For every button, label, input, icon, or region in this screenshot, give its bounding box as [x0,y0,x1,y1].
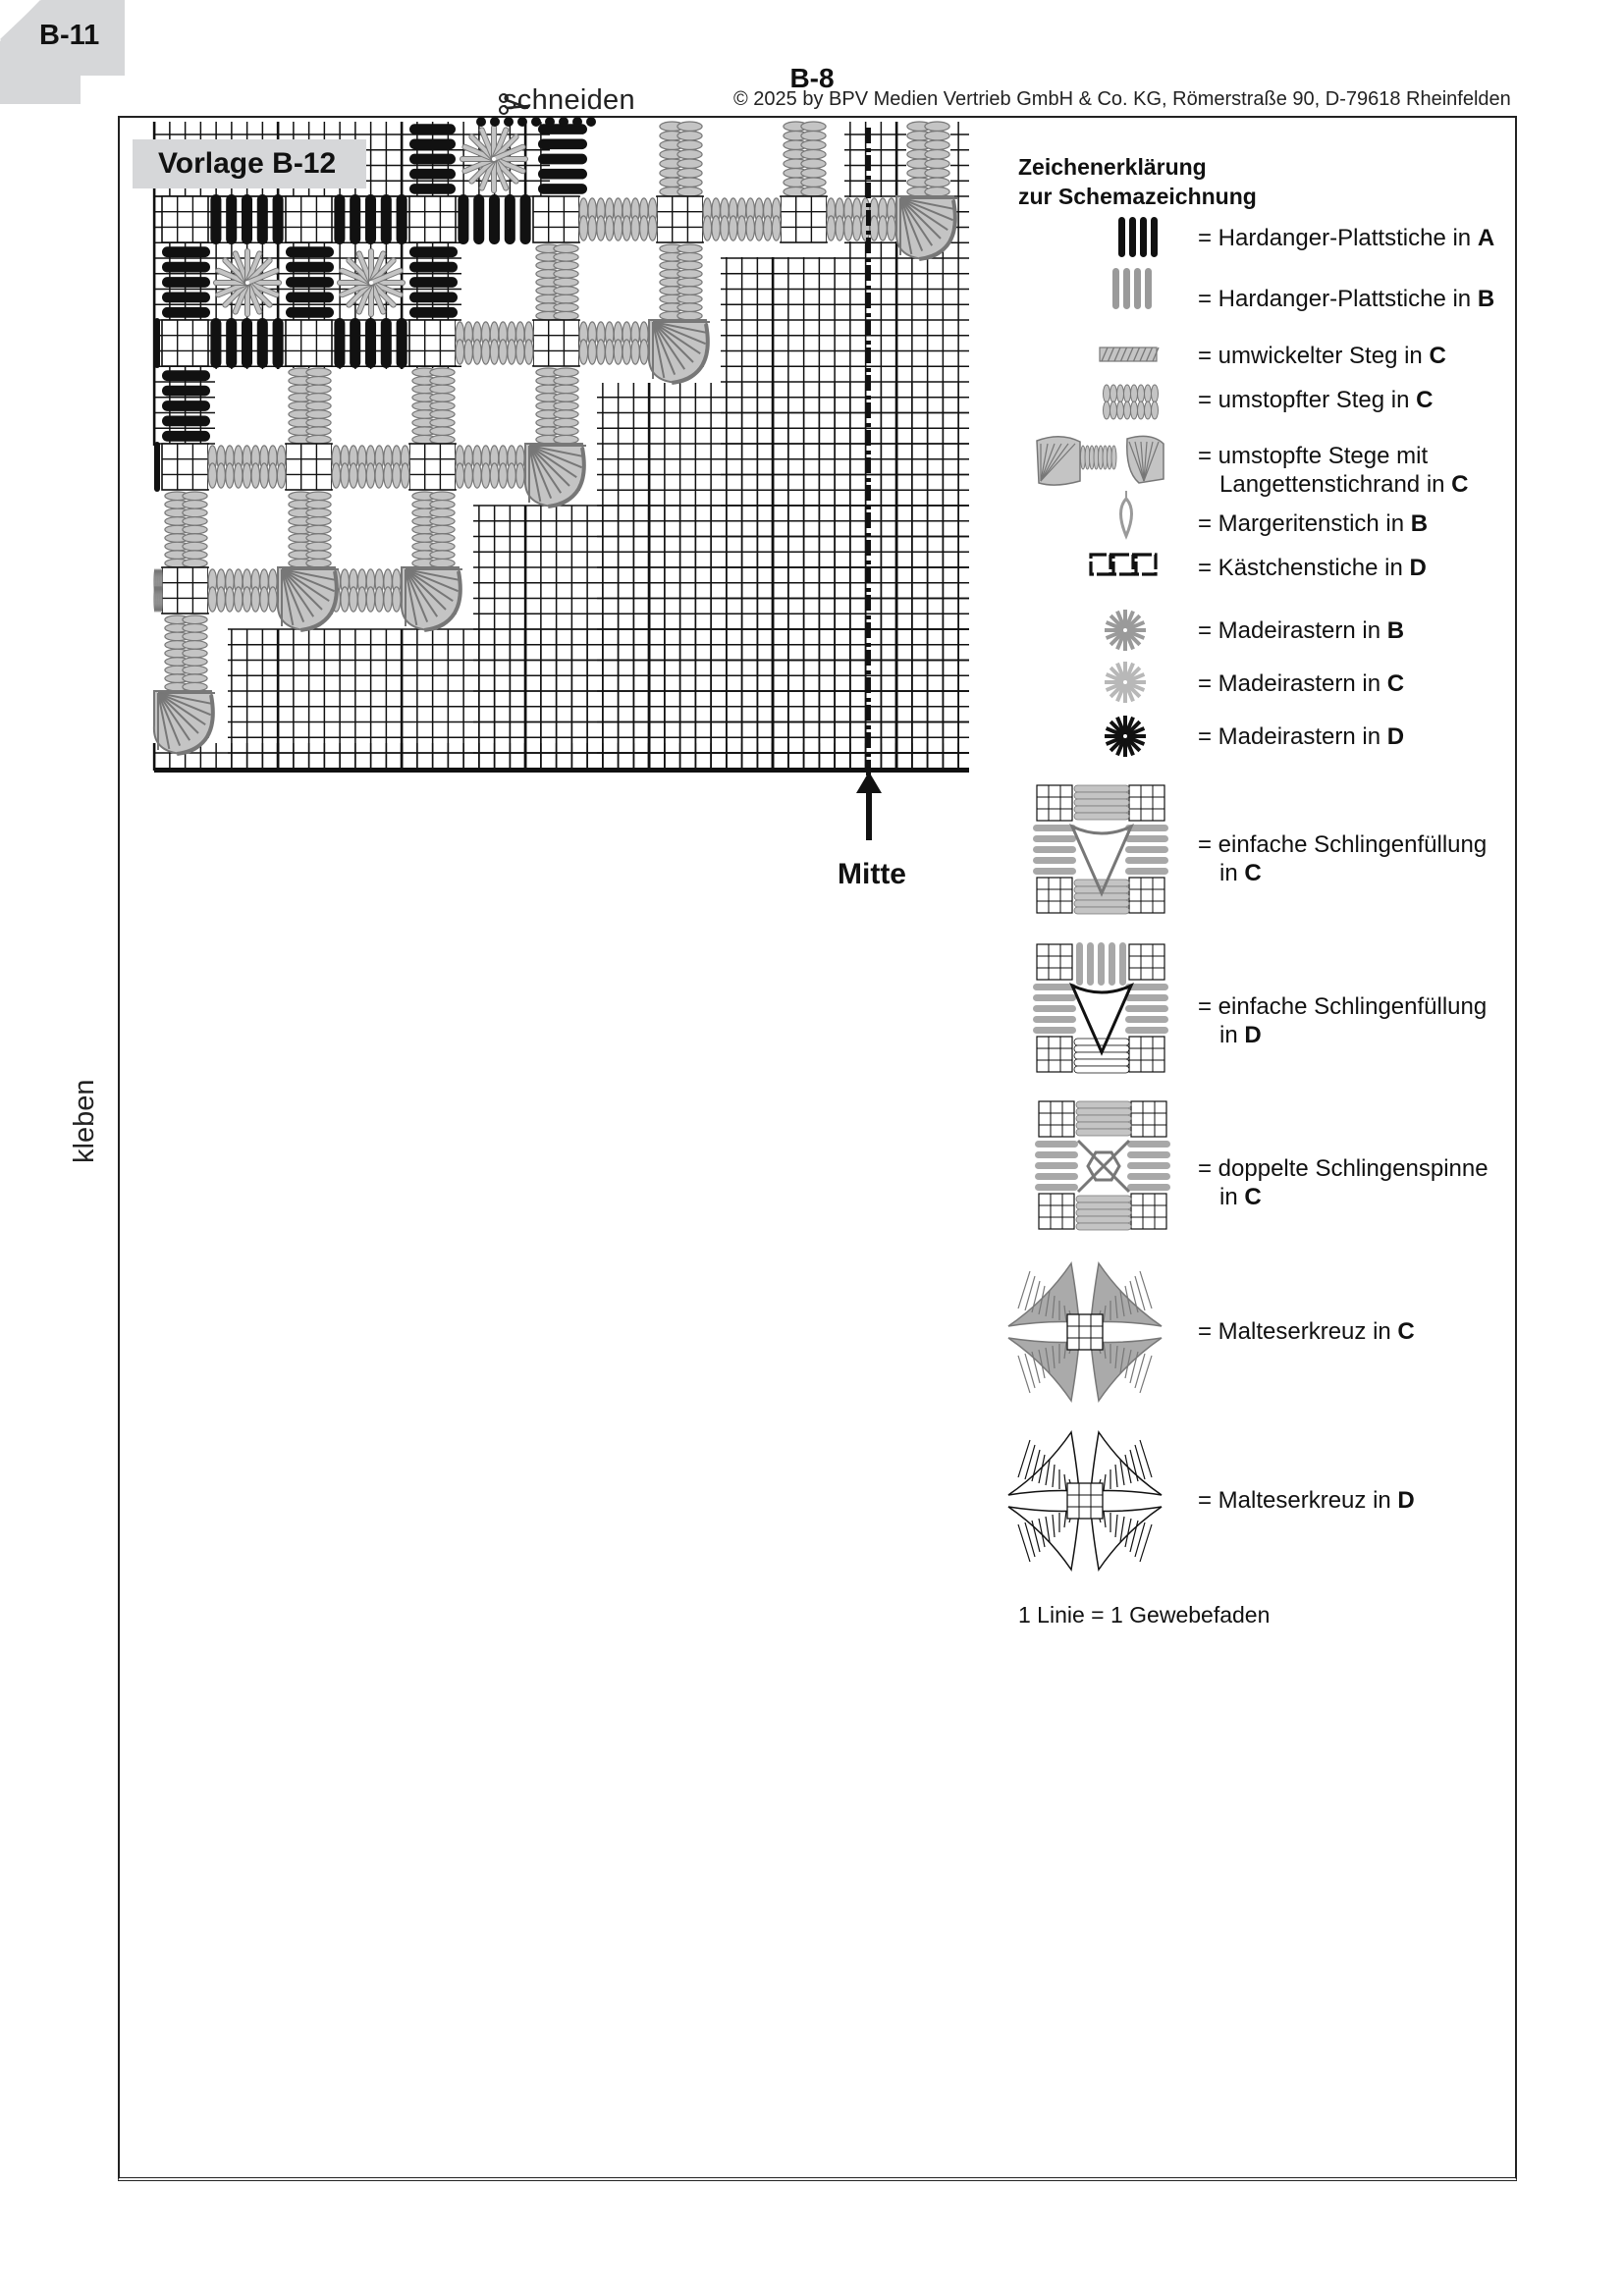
legend-item-text-line2: Langettenstichrand in [1219,471,1452,498]
woven-bar-icon [1104,385,1159,419]
glue-label: kleben [69,1079,100,1163]
legend-item-text: = Madeirastern in [1198,670,1387,697]
maltese-cross-c-icon [1008,1263,1162,1401]
legend-item-text: = Kästchenstiche in [1198,555,1410,581]
legend-item-text: = Malteserkreuz in [1198,1318,1398,1345]
box-stitch-icon [1091,555,1156,574]
legend-item-thread: D [1397,1487,1415,1514]
woven-bars-buttonhole-edge-icon [1037,436,1164,485]
legend-item-text-line2: in [1219,1022,1245,1048]
legend-title-line1: Zeichenerklärung [1018,154,1207,180]
legend-item-text: = umwickelter Steg in [1198,343,1430,369]
madeira-star-black-icon [1105,716,1146,757]
legend-item-text: = einfache Schlingenfüllung [1198,993,1488,1020]
legend-item-text-line2: in [1219,860,1245,886]
legend-item-text: = Hardanger-Plattstiche in [1198,225,1478,251]
single-loop-filling-c-icon [1033,785,1168,914]
legend-item-thread: D [1386,723,1405,750]
wrapped-bar-icon [1100,347,1159,361]
legend-title-line2: zur Schemazeichnung [1018,184,1257,209]
lazy-daisy-stitch-icon [1121,491,1132,536]
cut-label: schneiden [503,84,635,116]
legend-item-text: = umstopfter Steg in [1198,387,1417,413]
legend-item-thread: D [1244,1022,1262,1048]
legend-item-text: = einfache Schlingenfüllung [1198,831,1488,858]
legend-item-thread: A [1477,225,1495,251]
template-label: Vorlage B-12 [133,139,366,188]
hardanger-satin-black-icon [1118,217,1158,257]
legend-item-thread: C [1244,860,1262,886]
legend-item-text: = doppelte Schlingenspinne [1198,1155,1489,1182]
legend-item-text: = Malteserkreuz in [1198,1487,1398,1514]
maltese-cross-d-icon [1008,1432,1162,1570]
legend-item-thread: D [1409,555,1427,581]
legend-item-thread: B [1386,617,1405,644]
scale-note: 1 Linie = 1 Gewebefaden [1018,1602,1271,1628]
legend-item-text: = Madeirastern in [1198,723,1387,750]
legend-item-text: = Hardanger-Plattstiche in [1198,286,1478,312]
legend-item-thread: C [1386,670,1405,697]
legend-item-text-line2: in [1219,1184,1245,1210]
madeira-star-light-icon [1105,662,1146,703]
single-loop-filling-d-icon [1033,942,1168,1073]
legend-item-thread: C [1429,343,1446,369]
connector-tab-top-label: B-8 [789,63,835,93]
legend-item-thread: C [1416,387,1434,413]
copyright-notice: © 2025 by BPV Medien Vertrieb GmbH & Co. KG, Römerstraße 90, D-79618 Rheinfelden [733,88,1511,110]
legend-item-thread: C [1244,1184,1262,1210]
legend-item-text: = Margeritenstich in [1198,510,1411,537]
center-label: Mitte [838,858,906,890]
legend-item-thread: C [1397,1318,1415,1345]
madeira-star-grey-icon [1105,610,1146,651]
legend-item-text: = Madeirastern in [1198,617,1387,644]
legend-item-thread: B [1410,510,1429,537]
hardanger-satin-grey-icon [1112,268,1152,309]
double-loop-spider-icon [1035,1101,1170,1230]
connector-tab-left-label: B-11 [39,20,100,51]
legend-item-text: = umstopfte Stege mit [1198,443,1429,469]
legend-item-thread: B [1477,286,1495,312]
legend-item-thread: C [1451,471,1469,498]
